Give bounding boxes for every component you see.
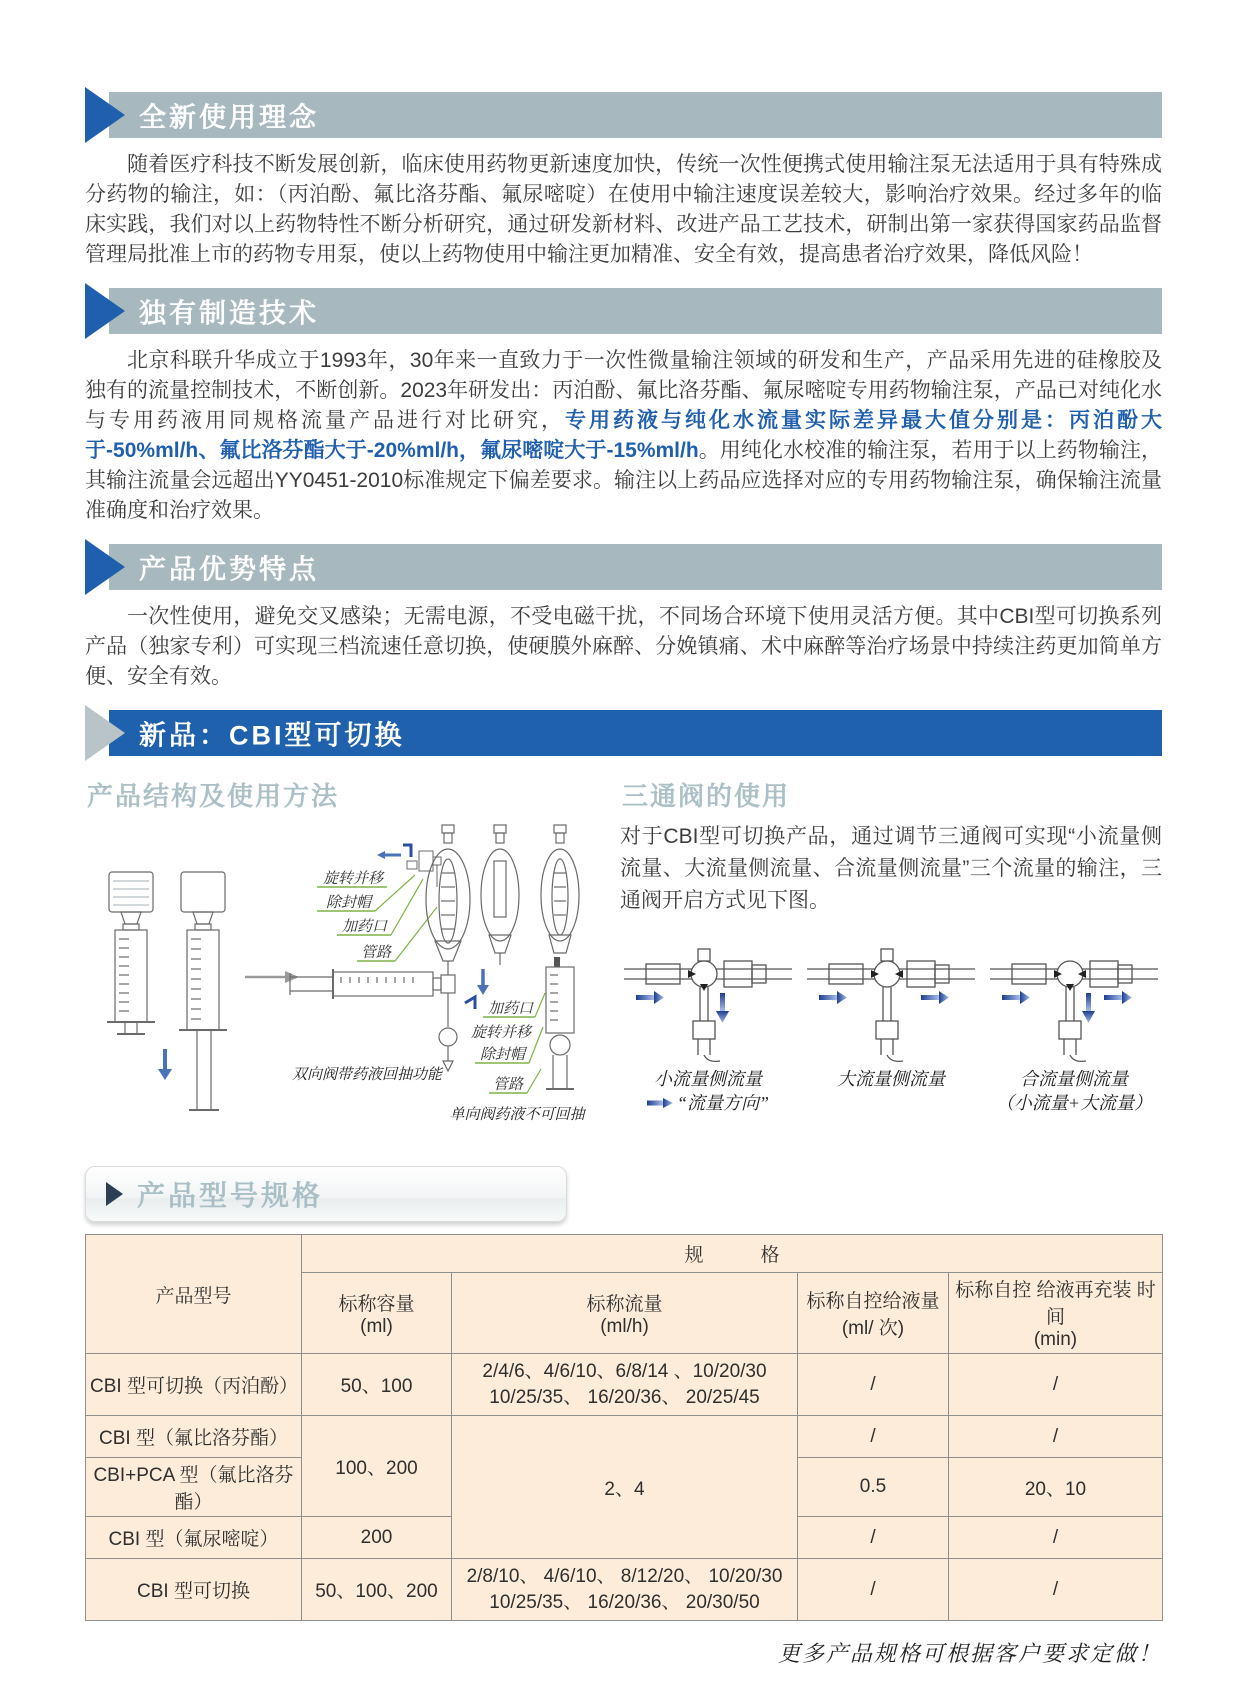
three-way-valve-large-flow-icon bbox=[803, 935, 979, 1065]
model-cell: CBI 型（氟比洛芬酯） bbox=[86, 1416, 302, 1458]
col-header-bolus: 标称自控给液量 (ml/ 次) bbox=[798, 1273, 949, 1354]
label-rotate-remove: 旋转并移 bbox=[322, 871, 383, 887]
custom-order-footnote: 更多产品规格可根据客户要求定做！ bbox=[777, 1641, 1162, 1666]
model-cell: CBI 型可切换（丙泊酚） bbox=[86, 1354, 302, 1416]
label-drug-port: 加药口 bbox=[341, 919, 387, 935]
spec-table bbox=[85, 1234, 1163, 1621]
label-drug-port: 加药口 bbox=[487, 1001, 533, 1017]
banner-arrow-icon bbox=[85, 539, 125, 595]
col-header-capacity: 标称容量 (ml) bbox=[302, 1273, 452, 1354]
product-structure-diagram bbox=[85, 817, 600, 1127]
section-title: 产品优势特点 bbox=[139, 554, 319, 585]
valve-caption bbox=[837, 1067, 945, 1091]
valve-paragraph: 对于CBI型可切换产品，通过调节三通阀可实现“小流量侧流量、大流量侧流量、合流量侧流量”三个流量的输注，三通阀开启方式见下图。 bbox=[620, 825, 1162, 912]
section-banner-concept bbox=[85, 92, 1162, 138]
model-cell: CBI 型可切换 bbox=[86, 1559, 302, 1621]
three-way-valve-combined-flow-icon bbox=[986, 935, 1162, 1065]
valve-caption-line1: 合流量侧流量 bbox=[1020, 1069, 1128, 1089]
section-banner-tech bbox=[85, 288, 1162, 334]
valve-caption bbox=[647, 1067, 769, 1115]
structure-labels-right bbox=[471, 993, 545, 1093]
valve-caption-line1: 小流量侧流量 bbox=[654, 1069, 762, 1089]
capacity-cell: 100、200 bbox=[302, 1416, 452, 1517]
refill-cell: / bbox=[949, 1354, 1163, 1416]
structure-labels-left bbox=[317, 870, 437, 961]
table-row bbox=[86, 1416, 1163, 1458]
valve-caption bbox=[996, 1067, 1152, 1115]
valve-column bbox=[620, 770, 1162, 1132]
triangle-pointer-icon bbox=[106, 1182, 123, 1206]
flow-direction-arrow-icon bbox=[647, 1098, 673, 1108]
one-way-valve-caption: 单向阀药液不可回抽 bbox=[449, 1107, 585, 1123]
spec-section-title: 产品型号规格 bbox=[137, 1180, 324, 1211]
banner-arrow-icon bbox=[85, 705, 125, 761]
label-remove-cap: 除封帽 bbox=[479, 1047, 525, 1063]
refill-cell: / bbox=[949, 1517, 1163, 1559]
syringe-bottle-empty-icon bbox=[179, 872, 227, 1110]
flow-cell: 2/4/6、4/6/10、6/8/14 、10/20/30 10/25/35、 16/20/36、 20/25/45 bbox=[452, 1354, 798, 1416]
valve-caption-line1: 大流量侧流量 bbox=[837, 1069, 945, 1089]
banner-arrow-icon bbox=[85, 87, 125, 143]
label-rotate-remove: 旋转并移 bbox=[470, 1025, 531, 1041]
model-header-cell: 产品型号 bbox=[86, 1235, 302, 1354]
tech-text-pre: 北京科联升华成立于1993年，30年来一直致力于一次性微量输注领域的研发和生产，产品采用先进的硅橡胶及独有的流量控制技术，不断创新。2023年研发出：丙泊酚、氟比洛芬酯、氟尿嘧啶专用药物输注泵，产品已对纯化水与专用药液用同规格流量产品进行对比研究， bbox=[85, 349, 1162, 432]
table-row bbox=[86, 1354, 1163, 1416]
structure-subheader: 产品结构及使用方法 bbox=[87, 781, 340, 811]
new-product-columns bbox=[85, 770, 1162, 1132]
flow-cell: 2、4 bbox=[452, 1416, 798, 1559]
table-row bbox=[86, 1559, 1163, 1621]
concept-paragraph: 随着医疗科技不断发展创新，临床使用药物更新速度加快，传统一次性便携式使用输注泵无法适用于具有特殊成分药物的输注，如：（丙泊酚、氟比洛芬酯、氟尿嘧啶）在使用中输注速度误差较大，影响治疗效果。经过多年的临床实践，我们对以上药物特性不断分析研究，通过研发新材料、改进产品工艺技术，研制出第一家获得国家药品监督管理局批准上市的药物专用泵，使以上药物使用中输注更加精准、安全有效，提高患者治疗效果，降低风险！ bbox=[85, 153, 1162, 266]
capacity-cell: 200 bbox=[302, 1517, 452, 1559]
spec-header-cell: 规 格 bbox=[302, 1235, 1163, 1273]
tech-text-highlight: 专用药液与纯化水流量实际差异最大值分别是：丙泊酚大于-50%ml/h、氟比洛芬酯大于-20%ml/h，氟尿嘧啶大于-15%ml/h bbox=[85, 409, 1162, 462]
bolus-cell: / bbox=[798, 1559, 949, 1621]
structure-column bbox=[85, 770, 600, 1132]
valve-subheader: 三通阀的使用 bbox=[622, 781, 791, 811]
down-arrow-icon bbox=[158, 1049, 172, 1080]
three-way-valve-small-flow-icon bbox=[620, 935, 796, 1065]
section-title: 全新使用理念 bbox=[139, 102, 319, 133]
table-header-row-1 bbox=[86, 1235, 1163, 1273]
label-tubing: 管路 bbox=[360, 945, 391, 961]
balloon-reservoir-icon bbox=[426, 825, 470, 975]
section-title: 独有制造技术 bbox=[139, 298, 319, 329]
model-cell: CBI 型（氟尿嘧啶） bbox=[86, 1517, 302, 1559]
capacity-cell: 50、100 bbox=[302, 1354, 452, 1416]
col-header-refill: 标称自控 给液再充装 时间 (min) bbox=[949, 1273, 1163, 1354]
label-tubing: 管路 bbox=[492, 1077, 523, 1093]
refill-cell: / bbox=[949, 1559, 1163, 1621]
balloon-pump-pair-icon bbox=[481, 825, 579, 965]
syringe-bottle-full-icon bbox=[107, 872, 155, 1034]
vertical-syringe-icon bbox=[546, 957, 574, 1089]
bolus-cell: / bbox=[798, 1517, 949, 1559]
bolus-cell: / bbox=[798, 1354, 949, 1416]
valve-diagram-row bbox=[620, 935, 1162, 1115]
section-title: 新品：CBI型可切换 bbox=[139, 720, 405, 751]
refill-cell: / bbox=[949, 1416, 1163, 1458]
bolus-cell: 0.5 bbox=[798, 1458, 949, 1517]
banner-arrow-icon bbox=[85, 283, 125, 339]
bidirectional-valve-caption: 双向阀带药液回抽功能 bbox=[291, 1067, 443, 1083]
tech-text-post: 。用纯化水校准的输注泵，若用于以上药物输注，其输注流量会远超出YY0451-2010标准规定下偏差要求。输注以上药品应选择对应的专用药物输注泵，确保输注流量准确度和治疗效果。 bbox=[85, 439, 1163, 522]
down-arrow-icon bbox=[465, 969, 489, 1009]
label-remove-cap: 除封帽 bbox=[325, 895, 371, 911]
valve-caption-line2: （小流量+大流量） bbox=[995, 1093, 1153, 1113]
horizontal-syringe-icon bbox=[290, 969, 457, 1071]
valve-caption-line2: “流量方向” bbox=[647, 1091, 769, 1115]
flow-cell: 2/8/10、 4/6/10、 8/12/20、 10/20/30 10/25/35、 16/20/36、 20/30/50 bbox=[452, 1559, 798, 1621]
valve-large-flow bbox=[803, 935, 979, 1115]
model-cell: CBI+PCA 型（氟比洛芬酯） bbox=[86, 1458, 302, 1517]
spec-section-header bbox=[85, 1166, 567, 1222]
tech-paragraph bbox=[85, 346, 1162, 526]
section-banner-advantage bbox=[85, 544, 1162, 590]
valve-small-flow bbox=[620, 935, 796, 1115]
advantage-paragraph: 一次性使用，避免交叉感染；无需电源，不受电磁干扰，不同场合环境下使用灵活方便。其中CBI型可切换系列产品（独家专利）可实现三档流速任意切换，使硬膜外麻醉、分娩镇痛、术中麻醉等治疗场景中持续注药更加简单方便、安全有效。 bbox=[85, 605, 1162, 688]
valve-combined-flow bbox=[986, 935, 1162, 1115]
col-header-flow: 标称流量 (ml/h) bbox=[452, 1273, 798, 1354]
bolus-cell: / bbox=[798, 1416, 949, 1458]
section-banner-new-product bbox=[85, 710, 1162, 756]
capacity-cell: 50、100、200 bbox=[302, 1559, 452, 1621]
refill-cell: 20、10 bbox=[949, 1458, 1163, 1517]
